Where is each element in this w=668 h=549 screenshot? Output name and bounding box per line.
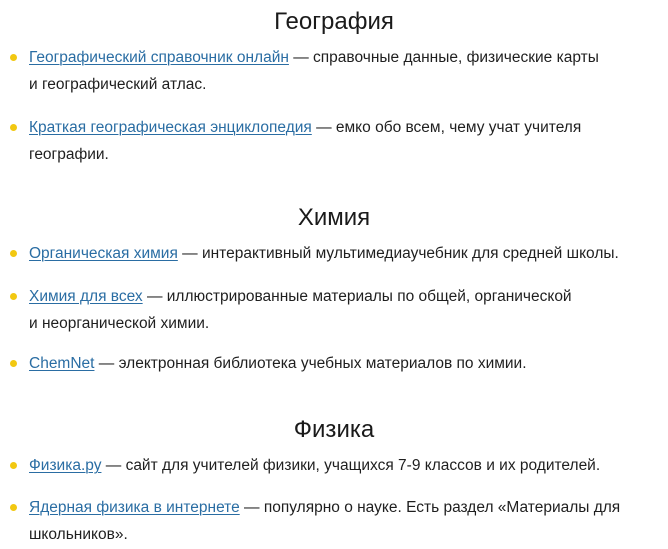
item-description-cont: школьников».	[29, 526, 128, 543]
list-item	[10, 350, 650, 377]
link-chemnet[interactable]: ChemNet	[29, 355, 95, 372]
item-description: — емко обо всем, чему учат учителя	[311, 119, 582, 136]
bullet-icon	[10, 293, 17, 300]
section-title-chemistry: Химия	[297, 204, 371, 231]
item-description: — сайт для учителей физики, учащихся 7-9 классов и их родителей.	[101, 457, 601, 474]
link-geo-reference-online[interactable]: Географический справочник онлайн	[29, 49, 289, 66]
list-item	[10, 494, 650, 548]
item-text	[29, 452, 650, 479]
list-item	[10, 283, 650, 337]
link-organic-chemistry[interactable]: Органическая химия	[29, 245, 178, 262]
item-description: — справочные данные, физические карты	[288, 49, 599, 66]
bullet-icon	[10, 124, 17, 131]
item-description: — электронная библиотека учебных материалов по химии.	[94, 355, 527, 372]
item-text	[29, 240, 650, 267]
list-item	[10, 44, 650, 98]
item-text	[29, 44, 650, 98]
bullet-icon	[10, 504, 17, 511]
item-description: — интерактивный мультимедиаучебник для средней школы.	[177, 245, 619, 262]
item-text	[29, 283, 650, 337]
section-title-geography: География	[274, 8, 394, 35]
bullet-icon	[10, 360, 17, 367]
list-item	[10, 452, 650, 479]
item-description: — популярно о науке. Есть раздел «Материалы для	[239, 499, 621, 516]
item-description-cont: и географический атлас.	[29, 76, 207, 93]
section-title-physics: Физика	[293, 416, 375, 443]
bullet-icon	[10, 462, 17, 469]
list-item	[10, 240, 650, 267]
link-fizika-ru[interactable]: Физика.ру	[29, 457, 102, 474]
bullet-icon	[10, 54, 17, 61]
item-description-cont: и неорганической химии.	[29, 315, 210, 332]
link-nuclear-physics[interactable]: Ядерная физика в интернете	[29, 499, 240, 516]
item-text	[29, 114, 650, 168]
link-chemistry-for-all[interactable]: Химия для всех	[29, 288, 143, 305]
item-text	[29, 350, 650, 377]
item-description-cont: географии.	[29, 146, 109, 163]
item-text	[29, 494, 650, 548]
list-item	[10, 114, 650, 168]
bullet-icon	[10, 250, 17, 257]
item-description: — иллюстрированные материалы по общей, органической	[142, 288, 572, 305]
link-geo-encyclopedia[interactable]: Краткая географическая энциклопедия	[29, 119, 312, 136]
